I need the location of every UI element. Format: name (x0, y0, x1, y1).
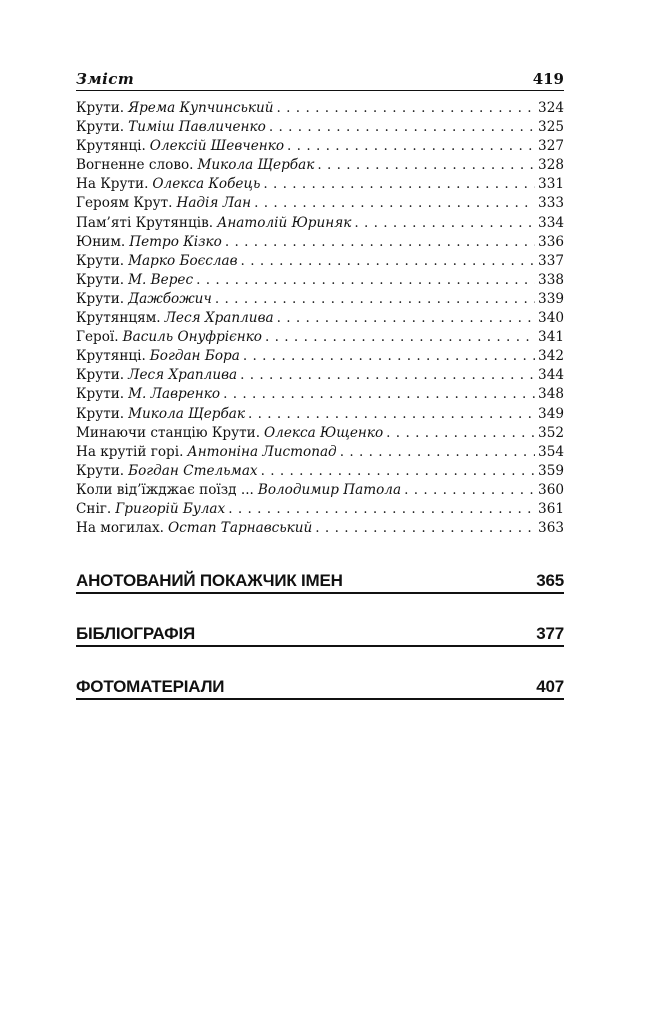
toc-entry (76, 157, 564, 176)
toc-entry (76, 100, 564, 119)
entry-title: Крути. (76, 462, 125, 479)
entry-title: На могилах. (76, 520, 164, 537)
header-title: Зміст (76, 70, 135, 88)
toc-entry (76, 406, 564, 425)
entry-page: 361 (538, 500, 564, 517)
dot-leader (228, 501, 535, 517)
entry-page: 336 (538, 233, 564, 250)
dot-leader (261, 463, 535, 479)
entry-title: Юним. (76, 233, 126, 250)
dot-leader (386, 425, 535, 441)
dot-leader (269, 119, 535, 135)
toc-entry (76, 386, 564, 405)
entry-page: 341 (538, 329, 564, 346)
entry-author: Дажбожич (128, 290, 212, 307)
toc-entry (76, 482, 564, 501)
section-title: АНОТОВАНИЙ ПОКАЖЧИК ІМЕН (76, 571, 343, 591)
entry-author: Марко Боєслав (128, 252, 238, 269)
dot-leader (277, 100, 536, 116)
entry-author: Олекса Кобець (152, 176, 261, 193)
dot-leader (241, 253, 536, 269)
section-page: 377 (536, 624, 564, 644)
toc-entry (76, 329, 564, 348)
entry-author: Микола Щербак (197, 157, 315, 174)
toc-entry (76, 444, 564, 463)
entry-title: Героям Крут. (76, 195, 173, 212)
toc-entry (76, 367, 564, 386)
section-heading-photos (76, 673, 564, 700)
entry-title: Крути. (76, 252, 125, 269)
toc-entry (76, 176, 564, 195)
entry-author: Леся Храплива (164, 310, 274, 327)
entry-author: Тиміш Павличенко (128, 119, 266, 136)
toc-entry (76, 234, 564, 253)
entry-author: Леся Храплива (128, 367, 238, 384)
toc-entry (76, 272, 564, 291)
entry-title: Минаючи станцію Крути. (76, 424, 261, 441)
entry-title: Крути. (76, 100, 125, 116)
entry-author: Богдан Стельмах (128, 462, 258, 479)
dot-leader (243, 348, 535, 364)
toc-entry (76, 195, 564, 214)
entry-author: Петро Кізко (129, 233, 222, 250)
entry-author: Григорій Булах (115, 500, 226, 517)
entry-page: 360 (538, 481, 564, 498)
entry-title: Крутянці. (76, 348, 146, 365)
section-page: 365 (536, 571, 564, 591)
entry-title: Крутянцям. (76, 310, 161, 327)
toc-entry (76, 520, 564, 539)
dot-leader (263, 176, 535, 192)
toc-entry (76, 310, 564, 329)
entry-author: Богдан Бора (149, 348, 240, 365)
entry-page: 354 (538, 443, 564, 460)
section-title: БІБЛІОГРАФІЯ (76, 624, 195, 644)
entry-page: 338 (538, 271, 564, 288)
dot-leader (277, 310, 535, 326)
entry-author: Анатолій Юриняк (217, 214, 352, 231)
toc-entry (76, 425, 564, 444)
entry-title: Сніг. (76, 500, 112, 517)
header-page-number: 419 (532, 70, 564, 88)
entry-title: Коли від’їжджає поїзд ... (76, 481, 254, 498)
entry-page: 331 (538, 176, 564, 193)
entry-page: 324 (538, 100, 564, 116)
entry-page: 342 (538, 348, 564, 365)
dot-leader (254, 195, 535, 211)
entry-page: 340 (538, 310, 564, 327)
toc-entry (76, 291, 564, 310)
dot-leader (287, 138, 535, 154)
dot-leader (354, 215, 535, 231)
entry-title: На Крути. (76, 176, 149, 193)
section-page: 407 (536, 677, 564, 697)
entry-title: Пам’яті Крутянців. (76, 214, 214, 231)
entry-author: Василь Онуфрієнко (122, 329, 262, 346)
entry-author: Олекса Ющенко (264, 424, 384, 441)
entry-title: Герої. (76, 329, 119, 346)
entry-title: Крути. (76, 119, 125, 136)
entry-title: Крути. (76, 405, 125, 422)
table-of-contents-page (76, 62, 564, 700)
entry-page: 327 (538, 138, 564, 155)
entry-author: Микола Щербак (128, 405, 245, 422)
section-heading-index (76, 567, 564, 594)
toc-list (76, 100, 564, 539)
dot-leader (240, 367, 535, 383)
entry-author: Олексій Шевченко (149, 138, 285, 155)
entry-author: Ярема Купчинський (128, 100, 274, 116)
toc-entry (76, 463, 564, 482)
entry-title: Вогненне слово. (76, 157, 194, 174)
section-title: ФОТОМАТЕРІАЛИ (76, 677, 225, 697)
running-header (76, 62, 564, 91)
toc-entry (76, 138, 564, 157)
dot-leader (215, 291, 535, 307)
entry-author: М. Верес (128, 271, 194, 288)
entry-page: 352 (538, 424, 564, 441)
dot-leader (248, 406, 535, 422)
entry-page: 325 (538, 119, 564, 136)
entry-title: На крутій горі. (76, 443, 184, 460)
entry-author: Володимир Патола (257, 481, 402, 498)
dot-leader (317, 157, 535, 173)
entry-author: Остап Тарнавський (167, 520, 313, 537)
entry-title: Крути. (76, 271, 125, 288)
entry-page: 339 (538, 290, 564, 307)
toc-entry (76, 215, 564, 234)
entry-author: М. Лавренко (128, 386, 221, 403)
toc-entry (76, 501, 564, 520)
entry-page: 328 (538, 157, 564, 174)
section-heading-bibliography (76, 620, 564, 647)
entry-title: Крути. (76, 367, 125, 384)
toc-entry (76, 119, 564, 138)
entry-page: 333 (538, 195, 564, 212)
entry-title: Крутянці. (76, 138, 146, 155)
entry-page: 359 (538, 462, 564, 479)
entry-page: 337 (538, 252, 564, 269)
dot-leader (404, 482, 535, 498)
entry-page: 363 (538, 520, 564, 537)
entry-title: Крути. (76, 290, 125, 307)
entry-page: 348 (538, 386, 564, 403)
toc-entry (76, 253, 564, 272)
entry-page: 334 (538, 214, 564, 231)
dot-leader (196, 272, 535, 288)
dot-leader (315, 520, 535, 536)
entry-title: Крути. (76, 386, 125, 403)
entry-page: 344 (538, 367, 564, 384)
dot-leader (223, 386, 535, 402)
entry-author: Надія Лан (176, 195, 252, 212)
entry-author: Антоніна Листопад (187, 443, 337, 460)
dot-leader (340, 444, 535, 460)
dot-leader (225, 234, 535, 250)
entry-page: 349 (538, 405, 564, 422)
toc-entry (76, 348, 564, 367)
dot-leader (265, 329, 535, 345)
